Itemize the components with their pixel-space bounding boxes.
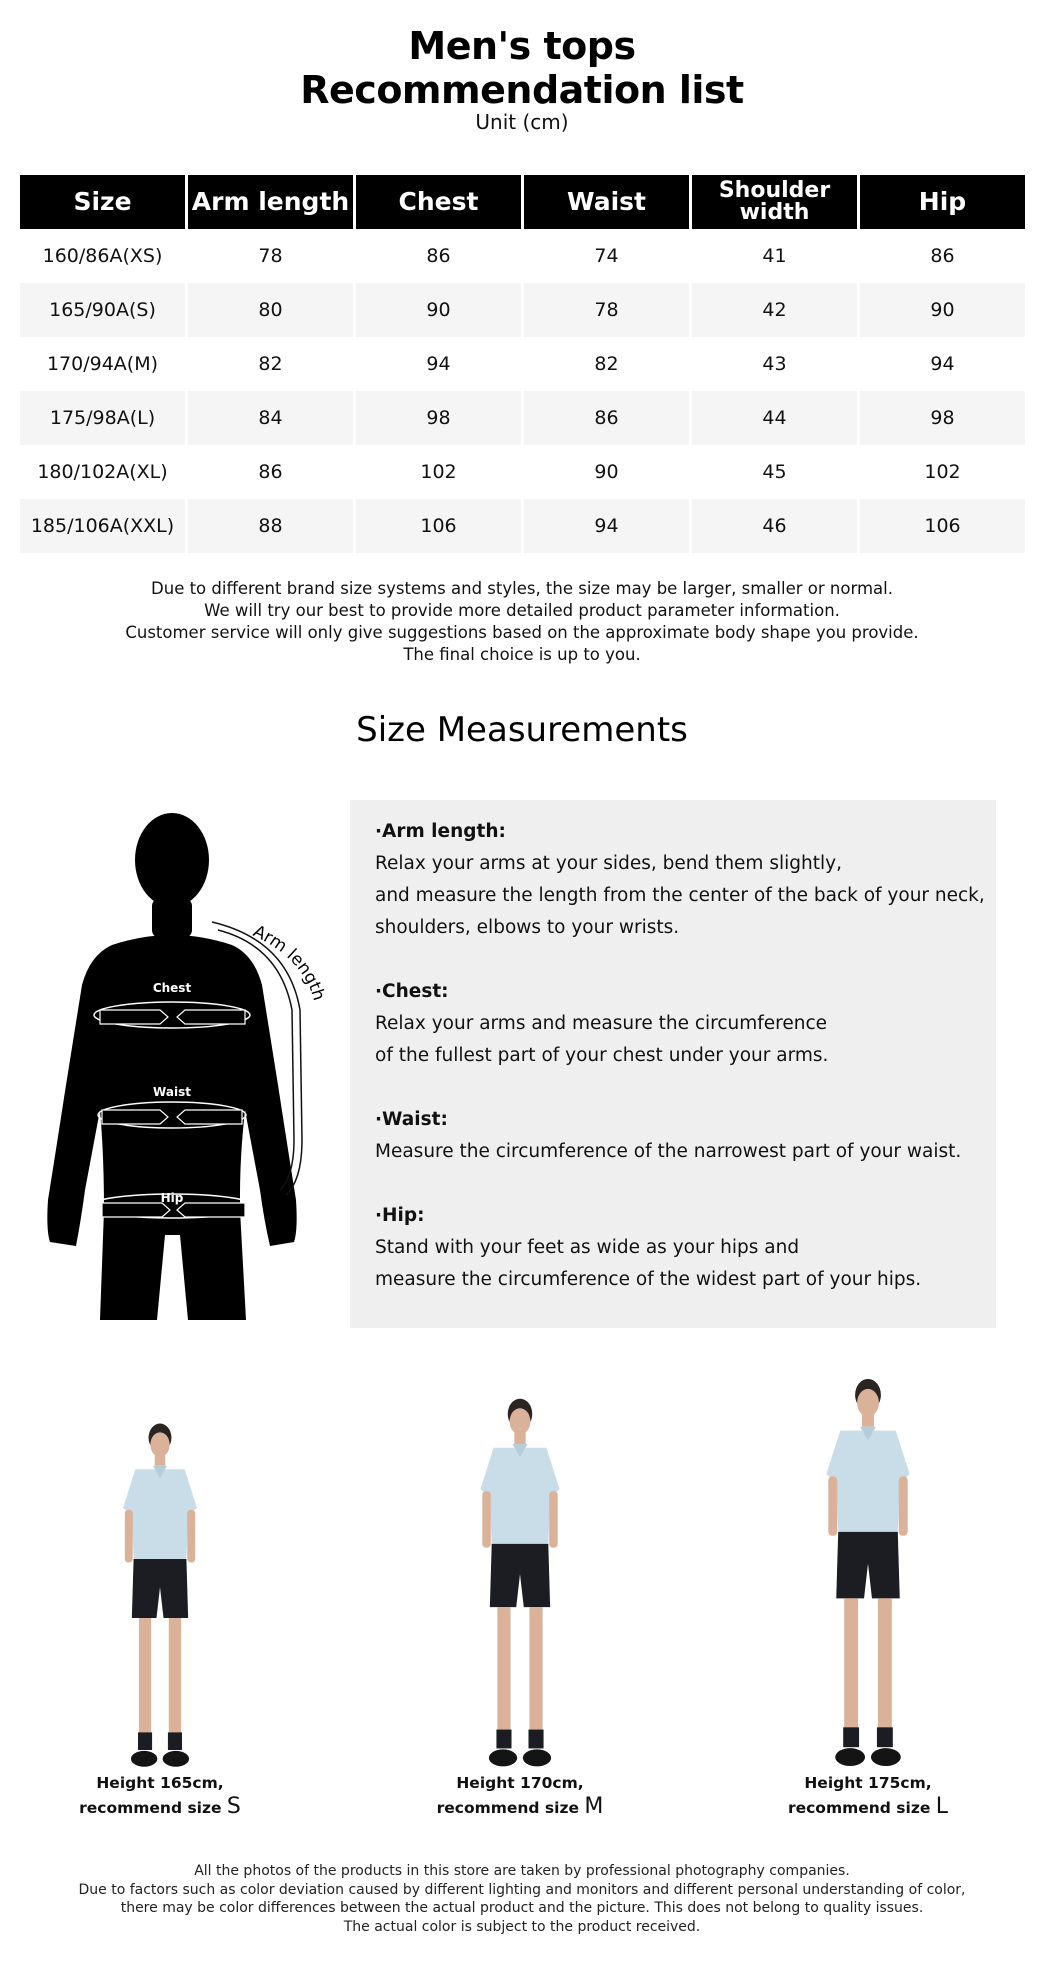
- arm-length-heading: ·Arm length:: [375, 821, 506, 842]
- disclaimer-line: The final choice is up to you.: [403, 645, 641, 664]
- table-cell: 86: [188, 445, 353, 499]
- column-header-hip: Hip: [860, 175, 1025, 229]
- table-cell: 45: [692, 445, 857, 499]
- table-cell: 88: [188, 499, 353, 553]
- size-chart-table: [17, 175, 1028, 553]
- model-size-s: [60, 1420, 260, 1820]
- table-cell: 98: [860, 391, 1025, 445]
- body-measurement-figure: [40, 810, 340, 1320]
- model-size-letter: S: [226, 1794, 241, 1819]
- footer-line: All the photos of the products in this store are taken by professional photography companies.: [194, 1863, 850, 1879]
- table-cell: 44: [692, 391, 857, 445]
- table-cell: 185/106A(XXL): [20, 499, 185, 553]
- chest-heading: ·Chest:: [375, 981, 449, 1002]
- model-size-m: [420, 1395, 620, 1820]
- table-cell: 41: [692, 229, 857, 283]
- table-cell: 102: [356, 445, 521, 499]
- model-caption: [60, 1772, 260, 1820]
- disclaimer-line: Customer service will only give suggestions based on the approximate body shape you provide.: [125, 623, 919, 642]
- footer-line: Due to factors such as color deviation caused by different lighting and monitors and different personal understanding of color,: [78, 1881, 966, 1898]
- model-height: Height 175cm,: [804, 1774, 932, 1792]
- instruction-line: Measure the circumference of the narrowest part of your waist.: [375, 1141, 962, 1162]
- table-cell: 102: [860, 445, 1025, 499]
- column-header-waist: Waist: [524, 175, 689, 229]
- instruction-line: Stand with your feet as wide as your hips and: [375, 1237, 800, 1258]
- measurement-instructions: [350, 800, 996, 1328]
- footer-line: there may be color differences between the actual product and the picture. This does not belong to quality issues.: [120, 1900, 924, 1916]
- column-header-size: Size: [20, 175, 185, 229]
- table-cell: 106: [860, 499, 1025, 553]
- table-cell: 80: [188, 283, 353, 337]
- body-silhouette-illustration: [40, 810, 340, 1320]
- table-cell: 43: [692, 337, 857, 391]
- page-title-line1: Men's tops: [408, 24, 636, 68]
- disclaimer-line: We will try our best to provide more detailed product parameter information.: [204, 601, 840, 620]
- table-cell: 84: [188, 391, 353, 445]
- instruction-line: Relax your arms at your sides, bend them slightly,: [375, 853, 842, 874]
- table-row: [20, 391, 1025, 445]
- chest-instructions: [375, 976, 996, 1072]
- table-cell: 86: [860, 229, 1025, 283]
- table-cell: 78: [524, 283, 689, 337]
- table-row: [20, 229, 1025, 283]
- model-gallery: [0, 1365, 1044, 1825]
- table-cell: 74: [524, 229, 689, 283]
- table-row: [20, 499, 1025, 553]
- instruction-line: and measure the length from the center of the back of your neck,: [375, 885, 985, 906]
- instruction-line: measure the circumference of the widest part of your hips.: [375, 1269, 922, 1290]
- column-header-shoulder-width: [692, 175, 857, 229]
- table-cell: 86: [524, 391, 689, 445]
- hip-heading: ·Hip:: [375, 1205, 425, 1226]
- instruction-line: Relax your arms and measure the circumference: [375, 1013, 828, 1034]
- disclaimer-line: Due to different brand size systems and styles, the size may be larger, smaller or normal.: [151, 579, 893, 598]
- table-cell: 106: [356, 499, 521, 553]
- instruction-line: shoulders, elbows to your wrists.: [375, 917, 680, 938]
- table-cell: 170/94A(M): [20, 337, 185, 391]
- table-cell: 90: [524, 445, 689, 499]
- table-cell: 82: [188, 337, 353, 391]
- column-header-chest: Chest: [356, 175, 521, 229]
- table-row: [20, 445, 1025, 499]
- table-cell: 82: [524, 337, 689, 391]
- model-size-letter: M: [584, 1794, 604, 1819]
- model-height: Height 170cm,: [456, 1774, 584, 1792]
- instruction-line: of the fullest part of your chest under your arms.: [375, 1045, 829, 1066]
- model-caption: [768, 1772, 968, 1820]
- photo-disclaimer: [0, 1862, 1044, 1936]
- unit-label: Unit (cm): [475, 110, 569, 134]
- table-cell: 160/86A(XS): [20, 229, 185, 283]
- table-cell: 165/90A(S): [20, 283, 185, 337]
- table-cell: 175/98A(L): [20, 391, 185, 445]
- measurements-title: Size Measurements: [356, 710, 688, 750]
- table-cell: 94: [860, 337, 1025, 391]
- table-cell: 90: [356, 283, 521, 337]
- table-row: [20, 283, 1025, 337]
- table-cell: 90: [860, 283, 1025, 337]
- waist-heading: ·Waist:: [375, 1109, 448, 1130]
- model-recommend-text: recommend size: [79, 1799, 227, 1817]
- hip-instructions: [375, 1200, 996, 1296]
- model-caption: [420, 1772, 620, 1820]
- shoulder-header-line1: Shoulder: [718, 178, 831, 203]
- table-cell: 46: [692, 499, 857, 553]
- page-header: [0, 24, 1044, 134]
- model-size-l: [768, 1375, 968, 1820]
- model-size-letter: L: [935, 1794, 949, 1819]
- footer-line: The actual color is subject to the product received.: [343, 1918, 701, 1935]
- table-cell: 94: [524, 499, 689, 553]
- table-cell: 94: [356, 337, 521, 391]
- table-cell: 78: [188, 229, 353, 283]
- shoulder-header-line2: width: [739, 200, 810, 225]
- waist-figure-label: Waist: [153, 1085, 191, 1099]
- model-recommend-text: recommend size: [436, 1799, 585, 1817]
- waist-instructions: [375, 1104, 996, 1168]
- table-cell: 86: [356, 229, 521, 283]
- table-header-row: [20, 175, 1025, 229]
- arm-length-figure-label: Arm length: [249, 921, 329, 1004]
- model-recommend-text: recommend size: [787, 1799, 936, 1817]
- model-photo: [793, 1375, 943, 1772]
- table-cell: 180/102A(XL): [20, 445, 185, 499]
- hip-figure-label: Hip: [160, 1191, 184, 1205]
- arm-length-instructions: [375, 816, 996, 944]
- table-row: [20, 337, 1025, 391]
- table-cell: 98: [356, 391, 521, 445]
- model-photo: [100, 1420, 220, 1772]
- table-cell: 42: [692, 283, 857, 337]
- column-header-arm-length: Arm length: [188, 175, 353, 229]
- silhouette-shape: [47, 813, 296, 1320]
- chest-figure-label: Chest: [152, 981, 192, 995]
- size-disclaimer: [0, 578, 1044, 666]
- model-height: Height 165cm,: [96, 1774, 224, 1792]
- model-photo: [450, 1395, 590, 1772]
- page-title-line2: Recommendation list: [300, 68, 744, 112]
